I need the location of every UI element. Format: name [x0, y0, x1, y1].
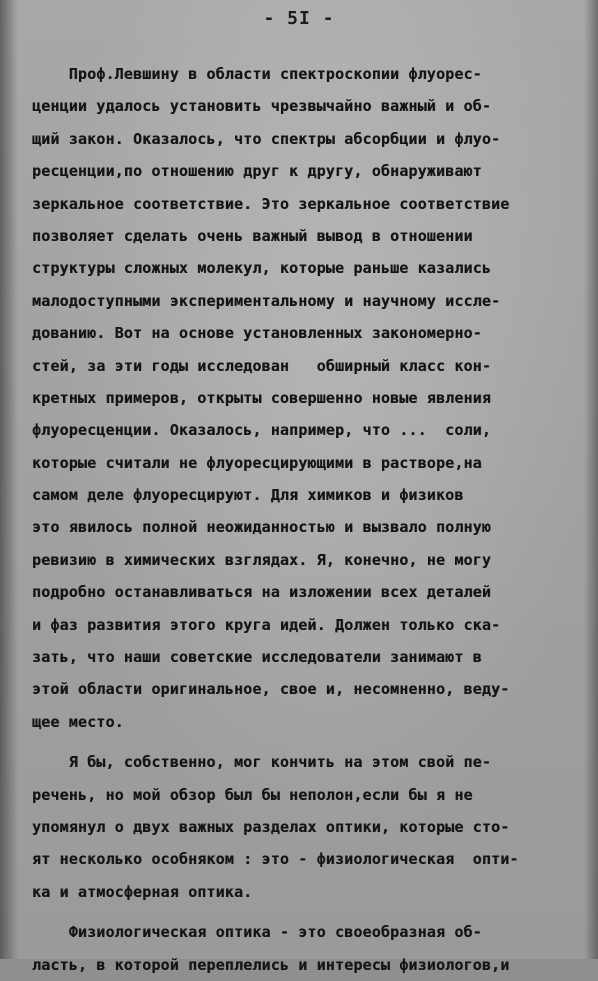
text-line: малодоступными экспериментальному и научному иссле-	[32, 291, 501, 310]
text-line: зеркальное соответствие. Это зеркальное соответствие	[32, 194, 510, 213]
text-line: ят несколько особняком : это - физиологическая опти-	[32, 850, 519, 869]
text-line: самом деле флуоресцируют. Для химиков и физиков	[32, 486, 464, 505]
text-line: щий закон. Оказалось, что спектры абсорбции и флуо-	[32, 129, 501, 148]
text-line: дованию. Вот на основе установленных закономерно-	[32, 324, 482, 343]
text-line: структуры сложных молекул, которые раньше казались	[32, 259, 492, 278]
text-line: ценции удалось установить чрезвычайно важный и об-	[32, 97, 492, 116]
text-line: щее место.	[32, 712, 124, 731]
page-edge-shadow-left	[0, 0, 18, 959]
text-line: Я бы, собственно, мог кончить на этом свой пе-	[32, 753, 492, 772]
paragraph-3	[32, 916, 586, 981]
text-line: подробно останавливаться на изложении всех деталей	[32, 583, 492, 602]
text-line: это явилось полной неожиданностью и вызвало полную	[32, 518, 492, 537]
body-text	[32, 58, 586, 981]
text-line: ресценции,по отношению друг к другу, обнаруживают	[32, 162, 482, 181]
text-line: кретных примеров, открыты совершенно новые явления	[32, 388, 492, 407]
paragraph-gap	[32, 738, 586, 746]
text-line: и фаз развития этого круга идей. Должен только ска-	[32, 615, 501, 634]
text-line: Физиологическая оптика - это своеобразная об-	[32, 923, 482, 942]
text-line: ревизию в химических взглядах. Я, конечно, не могу	[32, 550, 492, 569]
text-line: флуоресценции. Оказалось, например, что ... соли,	[32, 421, 492, 440]
paragraph-gap	[32, 908, 586, 916]
text-line: речень, но мой обзор был бы неполон,если бы я не	[32, 785, 473, 804]
paragraph-1	[32, 58, 586, 738]
page-edge-shadow-right	[584, 0, 598, 959]
text-line: которые считали не флуоресцирующими в растворе,на	[32, 453, 482, 472]
text-line: этой области оригинальное, свое и, несомненно, веду-	[32, 680, 510, 699]
text-line: ка и атмосферная оптика.	[32, 882, 253, 901]
text-line: упомянул о двух важных разделах оптики, которые сто-	[32, 817, 510, 836]
paragraph-2	[32, 746, 586, 908]
text-line: зать, что наши советские исследователи занимают в	[32, 648, 482, 667]
page-number: - 5I -	[263, 8, 335, 29]
text-line: ласть, в которой переплелись и интересы физиологов,и	[32, 955, 510, 974]
text-line: позволяет сделать очень важный вывод в отношении	[32, 226, 473, 245]
text-line: стей, за эти годы исследован обширный класс кон-	[32, 356, 492, 375]
text-line: Проф.Левшину в области спектроскопии флуорес-	[32, 65, 482, 83]
